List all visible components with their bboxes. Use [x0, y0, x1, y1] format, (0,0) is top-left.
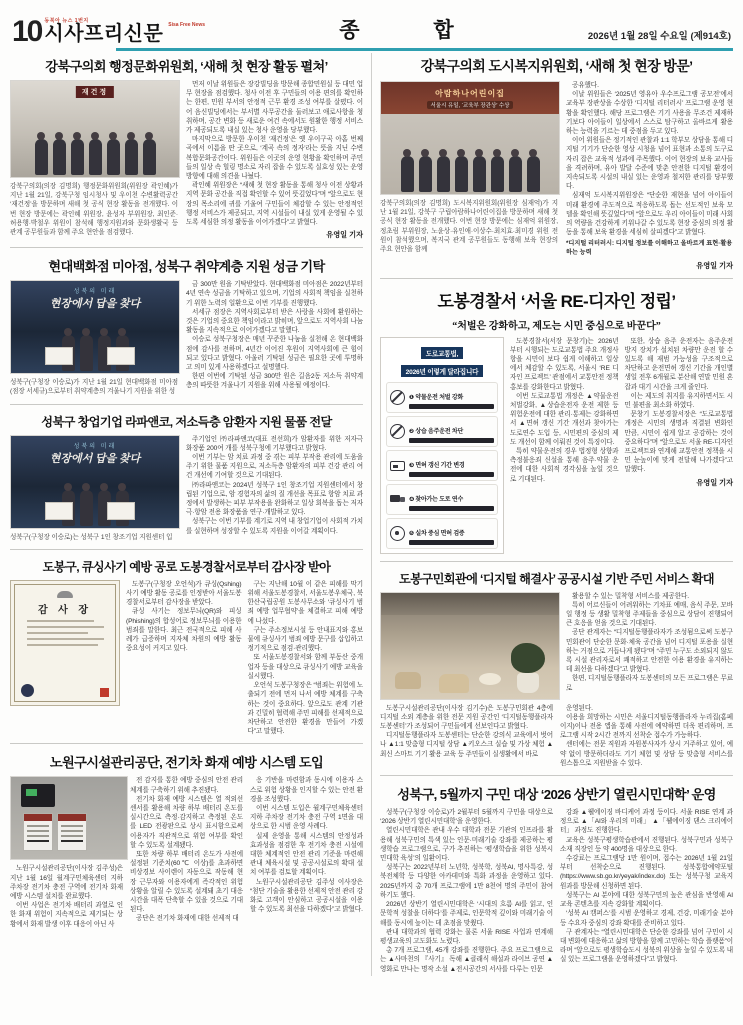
- jaegeonjeong-sign: 재건정: [76, 86, 114, 98]
- infographic-item: ❺ 실차 중심 면허 검증: [386, 518, 498, 549]
- article-divider: [10, 549, 363, 550]
- license-card-icon: [390, 461, 405, 471]
- plant: [511, 643, 545, 673]
- gangbuk-admin-photo: [10, 80, 180, 178]
- banner-subtitle: 서울시 유일, ‘교육부 장관상’ 수상: [427, 101, 514, 109]
- chair: [395, 672, 421, 689]
- article-body: 공유했다. 이날 위원들은 ‘2025년 영유아 우수프로그램 공모전’에서 교육부 장관상을 수상한 ‘디지털 리터러시’ 프로그램 운영 현황을 확인했다. 해당 프로그램은 기기 사용을 무조건 제재하기보다 아이들이 일상에서 스스로 탐구하고 올바르게 활용하는 능력을 기르는 데 중점을 두고 있다. 이어 위원들은 정기적인 관찰과 1:1 학부모 상담을 통해 디지털 기기가 단순한 영상 시청을 넘어 표현과 소통의 도구로 자리 잡은 교육적 성과에 주목했다. 이어 현장의 보육 교사들을 격려하며, 유아 발달 수준에 맞춘 안전한 디지털 환경이 지속되도록 시설의 내실 있는 운영과 철저한 관리를 당부했다. 심재억 도시복지위원장은 “단순한 재현을 넘어 아이들이 미래 환경에 주도적으로 적응하도록 돕는 선도적인 보육 모델을 확인해 뜻깊었다”며 “앞으로도 우리 아이들이 미래 사회의 역량을 건강하게 키워나갈 수 있도록 현장 중심의 의정 활동을 통해 보육 환경을 세심히 살피겠다”고 밝혔다.: [566, 82, 734, 237]
- traffic-law-infographic: [380, 337, 504, 554]
- daycare-banner: [381, 82, 559, 114]
- page-body: [0, 51, 743, 976]
- headline: 노원구시설관리공단, 전기차 화재 예방 시스템 도입: [49, 755, 324, 771]
- article-body-col1: 노원구시설관리공단(이사장 김주성)은 지난 1월 16일 월계구민체육센터 지하 주차장 전기차 충전 구역에 전기차 화재 예방 시스템 설치를 완료했다. 이번 사업은 전기차 배터리 과열로 인한 화재 위험이 지속적으로 제기되는 상황에서 화재 발생 이후 대응이 아닌 사: [10, 865, 123, 928]
- right-column: [378, 53, 735, 976]
- logo-title-block: [44, 19, 163, 44]
- article-figure: [380, 81, 560, 254]
- logo-tagline: 동북아 뉴스 1번지: [44, 18, 89, 24]
- article-body: 금 300만 원을 기탁받았다. 현대백화점 미아점은 2022년부터 4년 연속 성금을 기탁하고 있으며, 기업의 사회적 책임을 실천하기 위한 노력의 일환으로 이번 기부를 진행했다. 서세규 점장은 지역사회로부터 받은 사랑을 사회에 환원하는 것은 기업의 중요한 책임이라고 밝히며, 앞으로도 지역사회 나눔 활동을 지속적으로 이어가겠다고 말했다. 이승로 성북구청장은 매년 꾸준한 나눔을 실천해 온 현대백화점에 감사를 전하며, 4년간 이어진 후원이 지역사회에 큰 힘이 되고 있다고 밝혔다. 아울러 기탁된 성금은 필요한 곳에 투명하고 의미 있게 사용하겠다고 설명했다. 한편 이번에 기탁된 성금 300만 원은 길음2동 저소득 취약계층의 따뜻한 겨울나기 지원을 위해 사용될 예정이다.: [186, 281, 364, 390]
- plant-pot: [517, 673, 539, 693]
- police-emblem-icon: [57, 591, 73, 598]
- article-rapaco-donation: [8, 410, 365, 544]
- red-seal-stamp: [100, 688, 109, 697]
- people-silhouettes: [11, 490, 179, 526]
- article-qshing-award: [8, 555, 365, 738]
- donation-placard: [107, 347, 135, 365]
- drug-driving-ban-icon: [390, 390, 405, 405]
- certificate-image: [10, 580, 120, 706]
- ev-charger-photo: [10, 776, 128, 860]
- article-body-col2: 전 감지를 통한 예방 중심의 안전 관리 체계를 구축하기 위해 추진됐다. 전기차 화재 예방 시스템은 열 적외선 센서를 활용해 차량 하부 배터리 온도를 실시간으로 측정·감지하고 측정된 온도를 LED 전광판으로 상시 표시함으로써 이용자가 직관적으로 위험 여부를 확인할 수 있도록 설계됐다. 또한 차량 하부 배터리 온도가 사전에 설정된 기준치(60℃ 이상)를 초과하면 비상경보 사이렌이 자동으로 작동해 현장 근무자와 이용자에게 즉각적인 위험 상황을 알릴 수 있도록 설계돼 초기 대응 시간을 대폭 단축할 수 있을 것으로 기대된다. 공단은 전기차 화재에 대한 선제적 대: [130, 777, 243, 923]
- byline: 유영일 기자: [696, 477, 734, 487]
- daycare-visit-photo: [380, 81, 560, 195]
- road-training-truck-icon: [390, 492, 405, 507]
- article-body-bottom-left: 도봉구시설관리공단(이사장 김기수)은 도봉구민회관 4층에 디지털 소외 계층을 위한 전문 지원 공간인 ‘디지털동행플라자 도봉센터’가 조성되어 구민들에게 선보인다고 밝혔다. 디지털동행플라자 도봉센터는 단순한 강의식 교육에서 벗어나 ▲1:1 맞춤형 디지털 상담 ▲키오스크 실습 및 가상 체험 ▲최신 스마트 기기 활용 교육 등 주민들이 실생활에서 바로: [380, 704, 554, 758]
- warning-sign: [57, 813, 87, 851]
- infographic-title-line2: 2026년 이렇게 달라집니다: [401, 365, 484, 377]
- backdrop-slogan-big: 현장에서 답을 찾다: [49, 452, 141, 465]
- article-body-col3: 응 기반을 마련함과 동시에 이용자 스스로 위험 상황을 인지할 수 있는 안전 환경을 조성했다. 이번 시스템 도입은 월계구민체육센터 지하 주차장 전기차 충전 구역 1면을 대상으로 한 시범 운영 사례다. 실제 운영을 통해 시스템의 안정성과 효과성을 점검한 후 전기차 충전 시설에 대한 체계적인 안전 관리 기준을 마련해 관내 체육시설 및 공공시설로의 확대 설치 여부를 검토할 계획이다. 노원구시설관리공단 김주성 이사장은 “첨단 기술을 활용한 선제적 안전 관리 강화로 고객이 안심하고 공공시설을 이용할 수 있도록 최선을 다하겠다”고 밝혔다.: [250, 777, 363, 914]
- photo-caption: 강북구의회(의장 김명희) 행정문화위원회(위원장 곽인혜)가 지난 1월 21일, 강북구청 임시청사 및 우이천 수변활력공간 ‘재건정’을 방문하며 새해 첫 공식 현장 활동을 전개했다. 이번 현장 방문에는 곽인혜 위원장, 윤성자 부위원장, 최인준·허용행·박철우 위원이 참석해 행정지원과와 문화생활국 등 관계 공무원들과 함께 주요 현안을 점검했다.: [10, 183, 178, 237]
- photo-caption: 강북구의회(의장 김명희) 도시복지위원회(위원장 심재억)가 지난 1월 21일, 강북구 구립아람하나어린이집을 방문하며 새해 첫 공식 현장 활동을 전개했다. 이번 현장 방문에는 심재억 위원장, 정초림 부위원장, 노윤상·유인애·이상수·최치효·최미경 위원 전원이 참석했으며, 복지국 관계 공무원들도 동행해 보육 현장의 주요 현안을 함께: [380, 200, 558, 254]
- subheadline: “처벌은 강화하고, 제도는 시민 중심으로 바꾼다”: [452, 320, 661, 332]
- infographic-item: ❷ 상습 음주운전 차단: [386, 416, 498, 447]
- article-figure: [10, 435, 180, 542]
- article-divider: [10, 743, 363, 744]
- control-box: [21, 784, 55, 807]
- article-body: 먼저 이날 위원들은 장강빌딩을 방문해 종합민원실 등 대민 업무 현장을 점검했다. 청사 이전 후 구민들의 이용 편의를 확인하는 한편, 민원 부서의 안정적 근무 환경 조성 여부를 살폈다. 이어 음신빌딩에서는 부서별 사무공간을 둘러보고 애로사항을 청취하며, 공간 변화 등 새로운 여건 속에서도 원활한 행정 서비스가 제공되도록 내실 있는 청사 운영을 당부했다. 마지막으로 방문한 우이천 ‘재건정’은 옛 우이구곡 아홉 번째 곡에서 이름을 딴 곳으로, ‘계곡 속의 정자’라는 뜻을 지닌 수변 복합문화공간이다. 위원들은 이곳의 운영 현황을 확인하며 주민들의 일상 속 힐링 명소로 자리 잡을 수 있도록 실효성 있는 운영 방향에 대해 의견을 나눴다. 곽인혜 위원장은 “새해 첫 현장 활동을 통해 청사 이전 상황과 지역 문화 공간을 직접 확인할 수 있어 뜻깊었다”며 “앞으로도 현장의 목소리에 귀를 기울여 구민들이 체감할 수 있는 안정적인 행정 서비스가 제공되고, 지역 시설들이 내실 있게 운영될 수 있도록 세심한 의정 활동을 이어가겠다”고 밝혔다.: [186, 81, 364, 227]
- article-figure: [10, 280, 180, 396]
- photo-caption: 성북구(구청장 이승로)가 지난 1월 21일 현대백화점 미아점(점장 서세규)으로부터 취약계층의 겨울나기 지원을 위한 성: [10, 379, 178, 396]
- article-body-col1: 도봉구(구청장 오언석)가 큐싱(Qshing) 사기 예방 활동 공로를 인정받아 서울도봉경찰서로부터 감사장을 받았다. 큐싱 사기는 정보무늬(QR)와 피싱(Phishing)의 합성어로 정보무늬를 이용한 범죄를 말한다. 최근 전국적으로 피해 사례가 급증하며 지자체 차원의 예방 활동 중요성이 커지고 있다.: [126, 580, 242, 653]
- footnote: *디지털 리터러시: 디지털 정보를 이해하고 올바르게 표현·활용하는 능력: [566, 240, 733, 257]
- article-gangbuk-admin-committee: [8, 53, 365, 242]
- backdrop-slogan-small: 성북의 미래: [73, 289, 117, 296]
- steering-wheel-icon: [390, 526, 405, 541]
- page-number: 10: [12, 15, 42, 48]
- article-hyundai-donation: [8, 253, 365, 398]
- people-silhouettes: [381, 156, 559, 192]
- article-nowon-ev-safety: [8, 749, 365, 930]
- table: [479, 673, 501, 685]
- donation-placard: [107, 502, 135, 520]
- article-dobong-police-redesign: [378, 284, 735, 556]
- headline: 현대백화점 미아점, 성북구 취약계층 지원 성금 기탁: [48, 259, 325, 275]
- donation-placard: [45, 502, 73, 520]
- people-silhouettes: [11, 335, 179, 371]
- article-divider: [380, 561, 733, 562]
- infographic-item: ❸ 면허 갱신 기간 변경: [386, 450, 498, 481]
- warning-sign: [23, 813, 53, 851]
- article-body-bottom-right: 운영된다. 이용을 희망하는 시민은 서울디지털동행플라자 누리집(홈페이지)이나 전용 앱을 통해 사전에 예약하면 더욱 편리하며, 프로그램 시작 2시간 전까지 선착순 접수가 가능하다. 센터에는 전문 직원과 자원봉사자가 상시 거주하고 있어, 예약 없이 방문하더라도 기기 체험 및 상담 등 맞춤형 서비스를 원스톱으로 지원받을 수 있다.: [560, 704, 734, 767]
- police-seal-icon: [21, 684, 34, 697]
- people-silhouettes: [11, 139, 179, 175]
- article-divider: [10, 247, 363, 248]
- certificate-title: 감 사 장: [38, 604, 92, 616]
- article-body-col1: 성북구(구청장 이승로)가 2월부터 5월까지 구민을 대상으로 ‘2026 상반기 열린시민대학’을 운영한다. 열린시민대학은 관내 우수 대학과 전문 기관의 인프라를 활용해 성북구민의 특색 있는 인문·미래기술 강좌를 제공하는 평생학습 프로그램으로, 구가 추진하는 ‘평생학습을 위한 성북시민대학 육성’의 일환이다. 성북구는 2022년부터 노년학, 성북학, 성북AI, 명사특강, 성북전체학 등 다양한 아카데미와 특화 과정을 운영하고 있다. 2025년까지 총 70개 프로그램에 1만 8천여 명의 주민이 참여하기도 했다. 2026년 상반기 열린시민대학은 ‘시대의 흐름 AI를 읽고, 인문학적 성찰을 더하다’를 주제로, 인문학적 깊이와 미래기술 이해를 동시에 높이는 데 초점을 맞췄다. 관내 대학과의 협력 강화는 물론 서울 RISE 사업과 연계해 평생교육의 고도화도 노렸다. 총 7개 프로그램, 45개 강좌를 진행한다. 주요 프로그램으로는 ▲사마천의 『사기』 독해 ▲클래식 해설과 라이브 공연 ▲영화로 만나는 명작 소설 ▲전시공간의 서사를 다루는 인문: [380, 809, 554, 973]
- donation-placard: [45, 347, 73, 365]
- article-seongbuk-citizen-university: [378, 781, 735, 976]
- newspaper-logo: [12, 15, 205, 48]
- article-body-side: 활용할 수 있는 밀착형 서비스를 제공한다. 특히 어르신들이 어려워하는 기차표 예매, 음식 주문, 모바일 행정 등 생활 밀착형 주제들을 중심으로 상담이 진행되어 큰 호응을 얻을 것으로 기대된다. 공단 관계자는 “디지털동행플라자가 조성됨으로써 도봉구민회관이 단순한 문화·체육 공간을 넘어 디지털 포용을 실현하는 거점으로 거듭나게 됐다”며 “주민 누구도 소외되지 않도록 시설 관리자로서 쾌적하고 안전한 이용 환경을 유지하는 데 최선을 다하겠다”고 밝혔다. 한편, 디지털동행플라자 도봉센터의 모든 프로그램은 무료로: [566, 592, 734, 692]
- logo-title: 시사프리신문: [44, 23, 164, 45]
- masthead: [0, 0, 743, 48]
- headline: 성북구 창업기업 라파앤코, 저소득층 암환자 지원 물품 전달: [41, 414, 332, 429]
- article-body: 주기업인 ㈜라파앤코(대표 전선희)가 암환자를 위한 저자극 화장품 200여 개를 성북구청에 기부했다고 밝혔다. 이번 기부는 암 치료 과정 중 겪는 피부 부작용 관리에 도움을 주기 위한 물품 지원으로, 저소득층 암환자의 피부 건강 관리 여건 개선에 기여할 것으로 기대된다. ㈜라파앤코는 2024년 성북구 1인 창조기업 지원센터에서 창립된 기업으로, 암 경험자의 삶의 질 개선을 목표로 항암 치료 과정에서 발생하는 피부 부작용을 완화하고 일상 회복을 돕는 저자극·항암 전용 화장품을 연구·개발하고 있다. 성북구는 이번 기부를 계기로 지역 내 창업기업이 사회적 가치를 실현하며 성장할 수 있도록 지원을 이어갈 계획이다.: [186, 435, 364, 535]
- article-divider: [380, 278, 733, 279]
- headline: 도봉경찰서 ‘서울 RE-디자인 정립’: [437, 291, 676, 311]
- community-center-interior-photo: [380, 592, 560, 700]
- article-dobong-digital-plaza: [378, 567, 735, 770]
- article-figure: [10, 80, 180, 237]
- issue-date: 2026년 1월 28일 수요일 (제914호): [587, 31, 731, 42]
- chair: [439, 674, 469, 693]
- logo-english: Sisa Free News: [168, 22, 205, 28]
- infographic-item: ❶ 약물운전 처벌 강화: [386, 382, 498, 413]
- section-title: 종 합: [339, 19, 488, 42]
- article-divider: [380, 775, 733, 776]
- headline: 강북구의회 도시복지위원회, ‘새해 첫 현장 방문’: [420, 58, 693, 74]
- article-body-col2: 강좌 ▲웰에이징 바디케어 과정 등이다. 서울 RISE 연계 과정으로 ▲「AI와 우리의 미래」 ▲「웰에이징 댄스 크리에이터」 과정도 진행한다. 교육은 성북구평생학습관에서 진행된다. 성북구민과 성북구 소재 직장인 등 약 400명을 대상으로 한다. 수강료는 프로그램당 1만 원이며, 접수는 2026년 1월 21일부터 선착순으로 진행된다. 성북통합예약포털(https://www.sb.go.kr/yeyak/index.do) 또는 성북구청 교육지원과를 방문해 신청하면 된다. 성북구는 AI 분야에 대한 성북구민의 높은 관심을 반영해 AI 교육 콘텐츠를 지속 강화할 계획이다. ‘성북 AI 캠퍼스’를 시범 운영하고 경제, 건강, 미래기술 분야 등 수요자 중심의 강좌 확대를 준비하고 있다. 구 관계자는 “열린시민대학은 단순한 강좌를 넘어 구민이 시대 변화에 대응하고 삶의 방향을 함께 고민하는 학습 플랫폼”이라며 “앞으로도 평생학습도시 성북의 위상을 높일 수 있도록 내실 있는 프로그램을 운영하겠다”고 밝혔다.: [560, 809, 734, 964]
- left-column: [8, 53, 365, 976]
- ceiling: [381, 593, 559, 615]
- headline: 도봉구, 큐싱사기 예방 공로 도봉경찰서로부터 감사장 받아: [42, 559, 331, 574]
- infographic-header: [386, 343, 498, 379]
- headline: 강북구의회 행정문화위원회, ‘새해 첫 현장 활동 펼쳐’: [45, 59, 328, 74]
- banner-title: 아람하나어린이집: [435, 88, 505, 98]
- drunk-driving-ban-icon: [390, 424, 405, 439]
- infographic-title-line1: 도로교통법,: [421, 347, 463, 359]
- headline: 성북구, 5월까지 구민 대상 ‘2026 상반기 열린시민대학’ 운영: [397, 787, 716, 803]
- article-body-col1: 도봉경찰서(서장 문창기)는 2026년부터 시행되는 도로교통법 주요 개정사항을 시민이 보다 쉽게 이해하고 일상에서 체감할 수 있도록, 서울시 ‘RE 디자인 프로젝트’ 관점에서 교통안전 정책 홍보를 강화한다고 밝혔다. 이번 도로교통법 개정은 ▲약물운전 처벌강화, ▲상습운전자 운전 제한 등 위험운전에 대한 관리·통제는 강화하면서 ▲면허 갱신 기간 개선과 찾아가는 도로연수 도입 등, 시민편의 중심의 제도 개선이 함께 이뤄진 것이 특징이다. 특히 약물운전의 경우 법정형 상향과 측정불응죄 신설을 통해 음주·약물 운전에 대한 사회적 경각심을 높일 것으로 기대된다.: [510, 337, 619, 483]
- article-body-col2: 또한, 상습 음주 운전자는 음주운전 방지 장치가 설치된 차량만 운전 할 수 있도록 해 재범 가능성을 구조적으로 차단하고 운전면허 갱신 기간을 개인별 생일 전후 6개월로 분산해 연말 민원 혼잡과 대기 시간을 크게 줄인다. 이는 제도의 취지를 유지하면서도 시민 불편을 최소화 하였다. 문창기 도봉경찰서장은 “도로교통법 개정은 시민의 생명과 직결된 변화인 만큼, 시민이 쉽게 알고 공감하는 것이 중요하다”며 “앞으로도 서울 RE-디자인 프로젝트와 연계해 교통안전 정책을 시민 눈높이에 맞게 전달해 나가겠다”고 말했다.: [624, 337, 734, 474]
- rapaco-donation-photo: [10, 435, 180, 529]
- column-divider: [371, 53, 372, 976]
- infographic-item: ❹ 찾아가는 도로 연수: [386, 484, 498, 515]
- article-body-col2: 구는 지난해 10월 이 같은 피해를 막기 위해 서울도봉경찰서, 서울도봉우체국, 북한산국립공원 도봉사무소와 ‘큐싱사기 범죄 예방 업무협약’을 체결하고 피해 예방에 나섰다. 구는 주소정보시설 등 안내표지와 홍보물에 큐싱사기 범죄 예방 문구를 삽입하고 정기적으로 점검·관리했다. 또 서울도봉경찰서와 함께 부동산 중개업자 등을 대상으로 큐싱사기 예방 교육을 실시했다. 오언석 도봉구청장은 “범죄는 위험에 노출되기 전에 먼저 나서 예방 체계를 구축하는 것이 중요하다. 앞으로도 관계 기관과 긴밀히 협력해 주민 피해를 선제적으로 차단하고 안전한 환경을 만들어 가겠다”고 말했다.: [247, 580, 364, 736]
- article-divider: [10, 404, 363, 405]
- backdrop-slogan-small: 성북의 미래: [73, 443, 117, 450]
- backdrop-slogan-big: 현장에서 답을 찾다: [49, 298, 141, 311]
- headline: 도봉구민회관에 ‘디지털 해결사’ 공공시설 기반 주민 서비스 확대: [399, 571, 714, 586]
- article-gangbuk-welfare-committee: [378, 53, 735, 273]
- byline: 유영일 기자: [326, 230, 364, 240]
- hyundai-donation-photo: [10, 280, 180, 374]
- byline: 유영일 기자: [696, 260, 734, 270]
- photo-caption: 성북구(구청장 이승로)는 성북구 1인 창조기업 지원센터 입: [10, 533, 173, 541]
